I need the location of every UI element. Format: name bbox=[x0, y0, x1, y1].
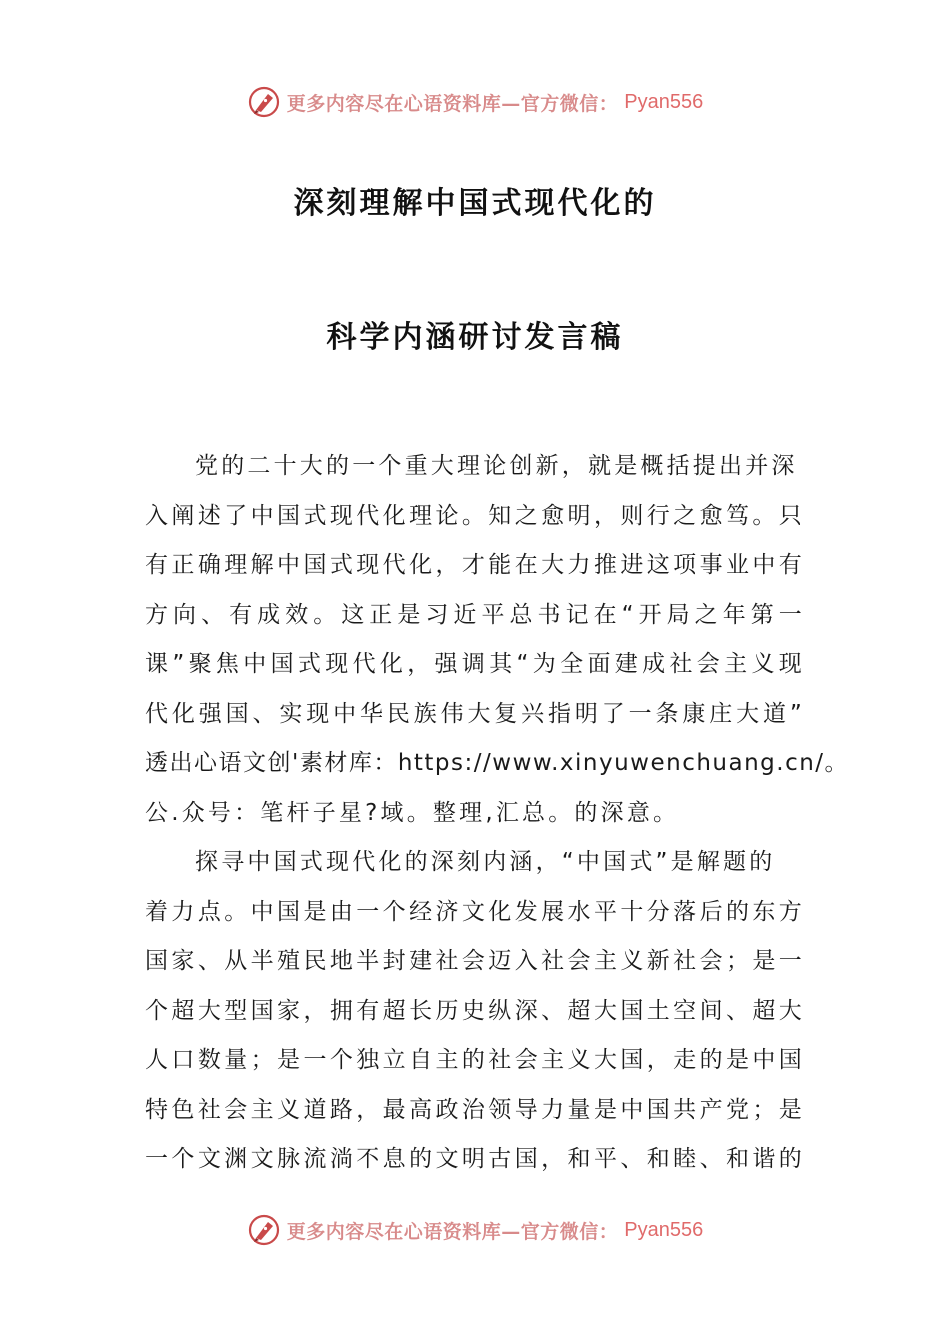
document-body bbox=[145, 442, 850, 1185]
body-line: 一个文渊文脉流淌不息的文明古国，和平、和睦、和谐的 bbox=[145, 1146, 805, 1172]
body-line: 公.众号：笔杆子星?域。整理,汇总。的深意。 bbox=[145, 799, 680, 826]
body-line: 国家、从半殖民地半封建社会迈入社会主义新社会；是一 bbox=[145, 948, 805, 974]
document-title-line-2: 科学内涵研讨发言稿 bbox=[326, 320, 624, 355]
body-line: 党的二十大的一个重大理论创新，就是概括提出并深 bbox=[195, 453, 798, 479]
banner-text: 更多内容尽在心语资料库—官方微信： bbox=[286, 92, 619, 115]
body-line: 探寻中国式现代化的深刻内涵，“中国式”是解题的 bbox=[195, 849, 776, 875]
body-line: 着力点。中国是由一个经济文化发展水平十分落后的东方 bbox=[145, 898, 805, 925]
header-banner bbox=[0, 82, 950, 122]
document-title-line-1: 深刻理解中国式现代化的 bbox=[293, 186, 657, 221]
body-line: 有正确理解中国式现代化，才能在大力推进这项事业中有 bbox=[145, 552, 805, 578]
body-line: 个超大型国家，拥有超长历史纵深、超大国土空间、超大 bbox=[145, 997, 805, 1024]
banner-wechat-id: Pyan556 bbox=[624, 1218, 704, 1241]
banner-wechat-id: Pyan556 bbox=[624, 90, 704, 113]
body-line: 代化强国、实现中华民族伟大复兴指明了一条康庄大道” bbox=[145, 700, 805, 727]
footer-banner bbox=[0, 1210, 950, 1250]
body-line: 课”聚焦中国式现代化，强调其“为全面建成社会主义现 bbox=[145, 651, 805, 677]
pen-nib-logo-icon bbox=[247, 85, 281, 119]
body-line-link: 透出心语文创'素材库：https://www.xinyuwenchuang.cn/。 bbox=[145, 750, 850, 776]
banner-text: 更多内容尽在心语资料库—官方微信： bbox=[286, 1220, 619, 1243]
body-line: 方向、有成效。这正是习近平总书记在“开局之年第一 bbox=[145, 601, 805, 628]
body-line: 人口数量；是一个独立自主的社会主义大国，走的是中国 bbox=[145, 1047, 805, 1073]
body-line: 入阐述了中国式现代化理论。知之愈明，则行之愈笃。只 bbox=[145, 502, 805, 529]
body-line: 特色社会主义道路，最高政治领导力量是中国共产党；是 bbox=[145, 1096, 805, 1123]
pen-nib-logo-icon bbox=[247, 1213, 281, 1247]
